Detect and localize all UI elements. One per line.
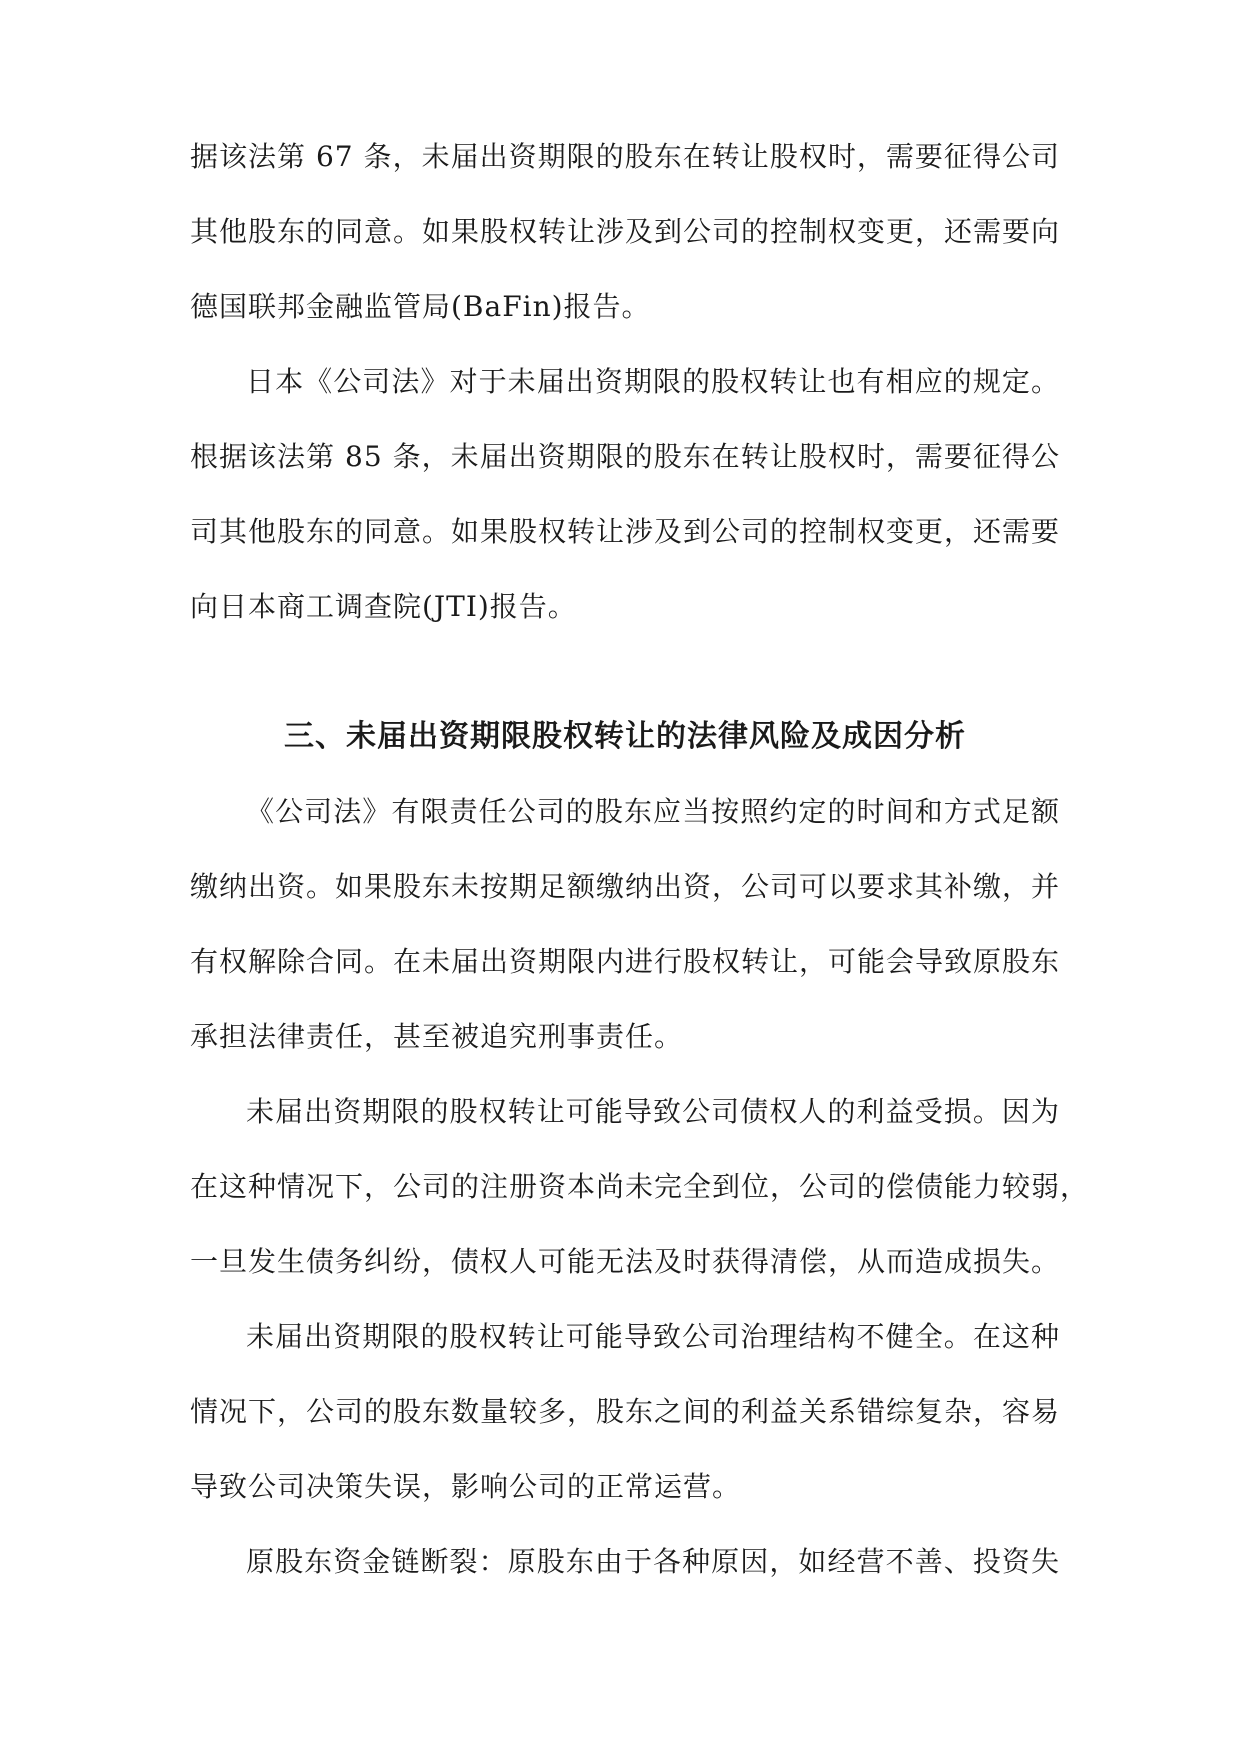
paragraph-line: 德国联邦金融监管局(BaFin)报告。 [190, 290, 651, 323]
paragraph-line: 缴纳出资。如果股东未按期足额缴纳出资，公司可以要求其补缴，并 [190, 870, 1061, 903]
paragraph-line: 有权解除合同。在未届出资期限内进行股权转让，可能会导致原股东 [190, 945, 1061, 978]
paragraph-line: 承担法律责任，甚至被追究刑事责任。 [190, 1020, 684, 1053]
paragraph-line: 据该法第 67 条，未届出资期限的股东在转让股权时，需要征得公司 [190, 140, 1060, 173]
paragraph-line: 未届出资期限的股权转让可能导致公司治理结构不健全。在这种 [246, 1320, 1060, 1353]
paragraph-line: 未届出资期限的股权转让可能导致公司债权人的利益受损。因为 [246, 1095, 1060, 1128]
section-heading: 三、未届出资期限股权转让的法律风险及成因分析 [284, 719, 966, 754]
paragraph-line: 根据该法第 85 条，未届出资期限的股东在转让股权时，需要征得公 [190, 440, 1060, 473]
paragraph-line: 《公司法》有限责任公司的股东应当按照约定的时间和方式足额 [246, 795, 1060, 828]
paragraph-line: 其他股东的同意。如果股权转让涉及到公司的控制权变更，还需要向 [190, 215, 1061, 248]
paragraph-line: 向日本商工调查院(JTI)报告。 [190, 590, 577, 623]
paragraph-line: 导致公司决策失误，影响公司的正常运营。 [190, 1470, 742, 1503]
paragraph-line: 日本《公司法》对于未届出资期限的股权转让也有相应的规定。 [246, 365, 1060, 398]
paragraph-line: 司其他股东的同意。如果股权转让涉及到公司的控制权变更，还需要 [190, 515, 1061, 548]
paragraph-line: 在这种情况下，公司的注册资本尚未完全到位，公司的偿债能力较弱， [190, 1170, 1090, 1203]
paragraph-line: 情况下，公司的股东数量较多，股东之间的利益关系错综复杂，容易 [190, 1395, 1061, 1428]
paragraph-line: 一旦发生债务纠纷，债权人可能无法及时获得清偿，从而造成损失。 [190, 1245, 1061, 1278]
paragraph-line: 原股东资金链断裂：原股东由于各种原因，如经营不善、投资失 [246, 1545, 1060, 1578]
